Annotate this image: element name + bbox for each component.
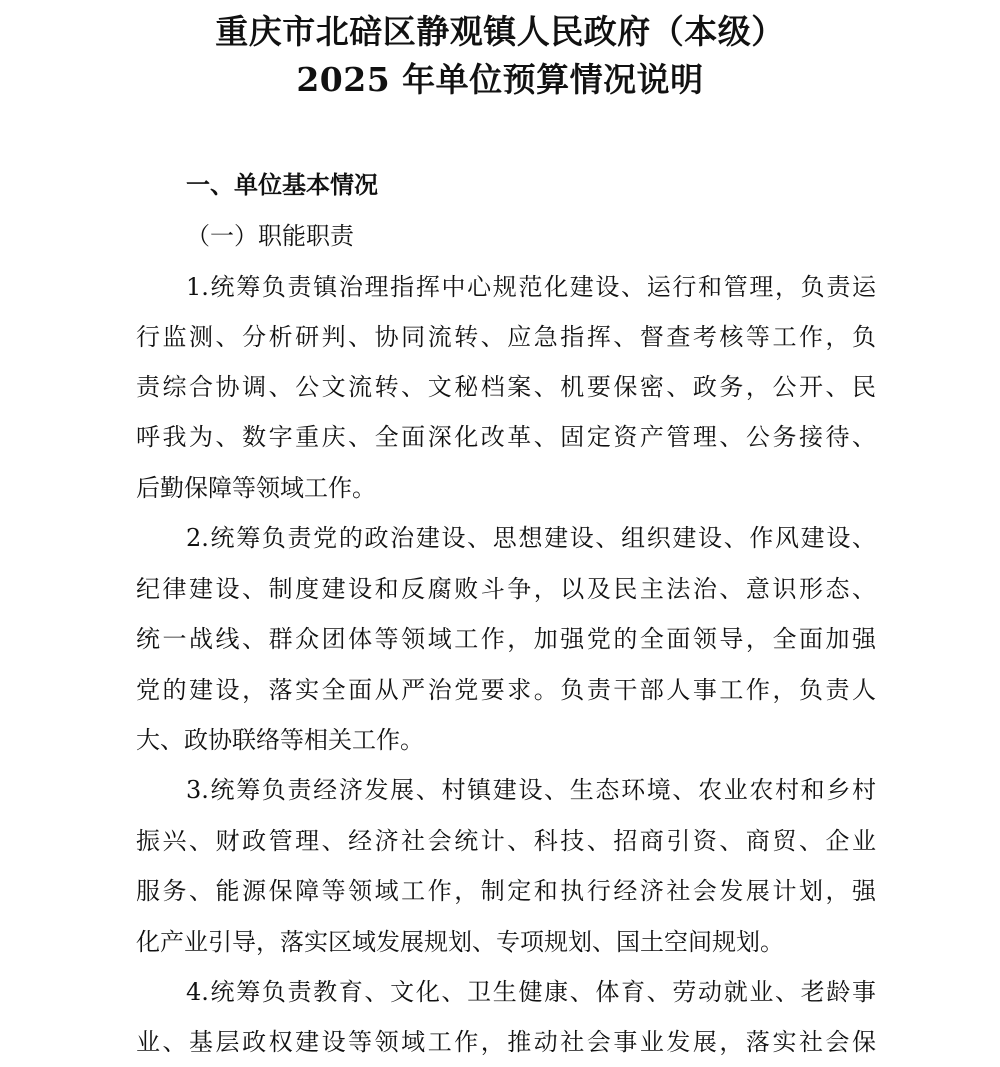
paragraph-4-line: 4.统筹负责教育、文化、卫生健康、体育、劳动就业、老龄事 [186, 978, 876, 1006]
section-heading: 一、单位基本情况 [186, 171, 378, 199]
paragraph-2-line: 纪律建设、制度建设和反腐败斗争，以及民主法治、意识形态、 [136, 575, 876, 603]
paragraph-3-line: 化产业引导，落实区域发展规划、专项规划、国土空间规划。 [136, 928, 784, 956]
paragraph-1-line: 行监测、分析研判、协同流转、应急指挥、督查考核等工作，负 [136, 323, 876, 351]
paragraph-1-line: 呼我为、数字重庆、全面深化改革、固定资产管理、公务接待、 [136, 423, 876, 451]
paragraph-1-line: 责综合协调、公文流转、文秘档案、机要保密、政务，公开、民 [136, 373, 876, 401]
document-title-line-2: 2025 年单位预算情况说明 [296, 60, 704, 99]
paragraph-3-line: 振兴、财政管理、经济社会统计、科技、招商引资、商贸、企业 [136, 827, 876, 855]
document-title-line-1: 重庆市北碚区静观镇人民政府（本级） [215, 12, 785, 51]
paragraph-3-line: 服务、能源保障等领域工作，制定和执行经济社会发展计划，强 [136, 877, 876, 905]
paragraph-2-line: 统一战线、群众团体等领域工作，加强党的全面领导，全面加强 [136, 625, 876, 653]
sub-heading: （一）职能职责 [186, 222, 354, 250]
paragraph-3-line: 3.统筹负责经济发展、村镇建设、生态环境、农业农村和乡村 [186, 776, 876, 804]
paragraph-1-line: 后勤保障等领域工作。 [136, 474, 376, 502]
paragraph-4-line: 业、基层政权建设等领域工作，推动社会事业发展，落实社会保 [136, 1028, 876, 1056]
paragraph-1-line: 1.统筹负责镇治理指挥中心规范化建设、运行和管理，负责运 [186, 273, 876, 301]
paragraph-2-line: 2.统筹负责党的政治建设、思想建设、组织建设、作风建设、 [186, 524, 876, 552]
paragraph-2-line: 党的建设，落实全面从严治党要求。负责干部人事工作，负责人 [136, 676, 876, 704]
paragraph-2-line: 大、政协联络等相关工作。 [136, 726, 424, 754]
